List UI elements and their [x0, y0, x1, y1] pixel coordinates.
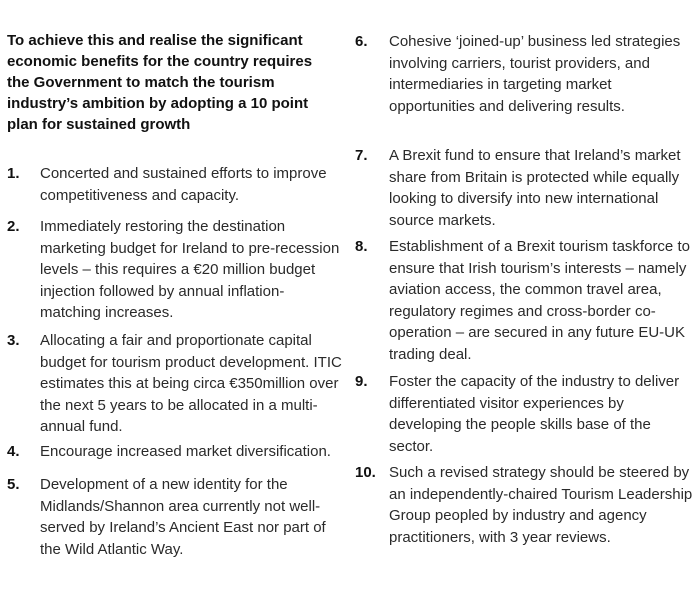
item-text: Allocating a fair and proportionate capital budget for tourism product development. ITIC estimates this at being circa €350million over the next 5 years to be allocated in a multi-annual fund.	[40, 332, 342, 435]
plan-item-7	[355, 145, 697, 231]
intro-heading: To achieve this and realise the significant economic benefits for the country requires the Government to match the tourism industry’s ambition by adopting a 10 point plan for sustained growth	[7, 32, 313, 133]
item-number: 5.	[7, 476, 20, 493]
plan-item-4	[7, 441, 342, 463]
item-number: 9.	[355, 373, 368, 390]
plan-item-9	[355, 371, 697, 457]
item-number: 8.	[355, 238, 368, 255]
plan-item-2	[7, 216, 342, 324]
item-number: 6.	[355, 33, 368, 50]
item-number: 10.	[355, 464, 376, 481]
plan-item-10	[355, 462, 697, 548]
item-number: 2.	[7, 218, 20, 235]
item-number: 3.	[7, 332, 20, 349]
item-text: A Brexit fund to ensure that Ireland’s market share from Britain is protected while equally looking to diversify into new international source markets.	[389, 147, 681, 229]
item-text: Foster the capacity of the industry to deliver differentiated visitor experiences by developing the people skills base of the sector.	[389, 373, 680, 455]
plan-item-3	[7, 330, 342, 438]
item-number: 4.	[7, 443, 20, 460]
item-text: Encourage increased market diversification.	[40, 443, 331, 460]
item-text: Immediately restoring the destination marketing budget for Ireland to pre-recession levels – this requires a €20 million budget injection followed by annual inflation-matching increases.	[40, 218, 340, 321]
item-text: Such a revised strategy should be steered by an independently-chaired Tourism Leadership Group peopled by industry and agency practitioners, with 3 year reviews.	[389, 464, 693, 546]
item-number: 7.	[355, 147, 368, 164]
item-text: Concerted and sustained efforts to improve competitiveness and capacity.	[40, 165, 327, 204]
plan-item-6	[355, 31, 697, 117]
item-text: Cohesive ‘joined-up’ business led strategies involving carriers, tourist providers, and intermediaries in targeting market opportunities and delivering results.	[389, 33, 681, 115]
item-text: Establishment of a Brexit tourism taskforce to ensure that Irish tourism’s interests – namely aviation access, the common travel area, regulatory regimes and cross-border co-operation – are secured in any future EU-UK trading deal.	[389, 238, 690, 363]
item-text: Development of a new identity for the Midlands/Shannon area currently not well-served by Ireland’s Ancient East nor part of the Wild Atlantic Way.	[40, 476, 326, 558]
plan-item-8	[355, 236, 697, 365]
plan-item-5	[7, 474, 342, 560]
plan-item-1	[7, 163, 342, 206]
item-number: 1.	[7, 165, 20, 182]
